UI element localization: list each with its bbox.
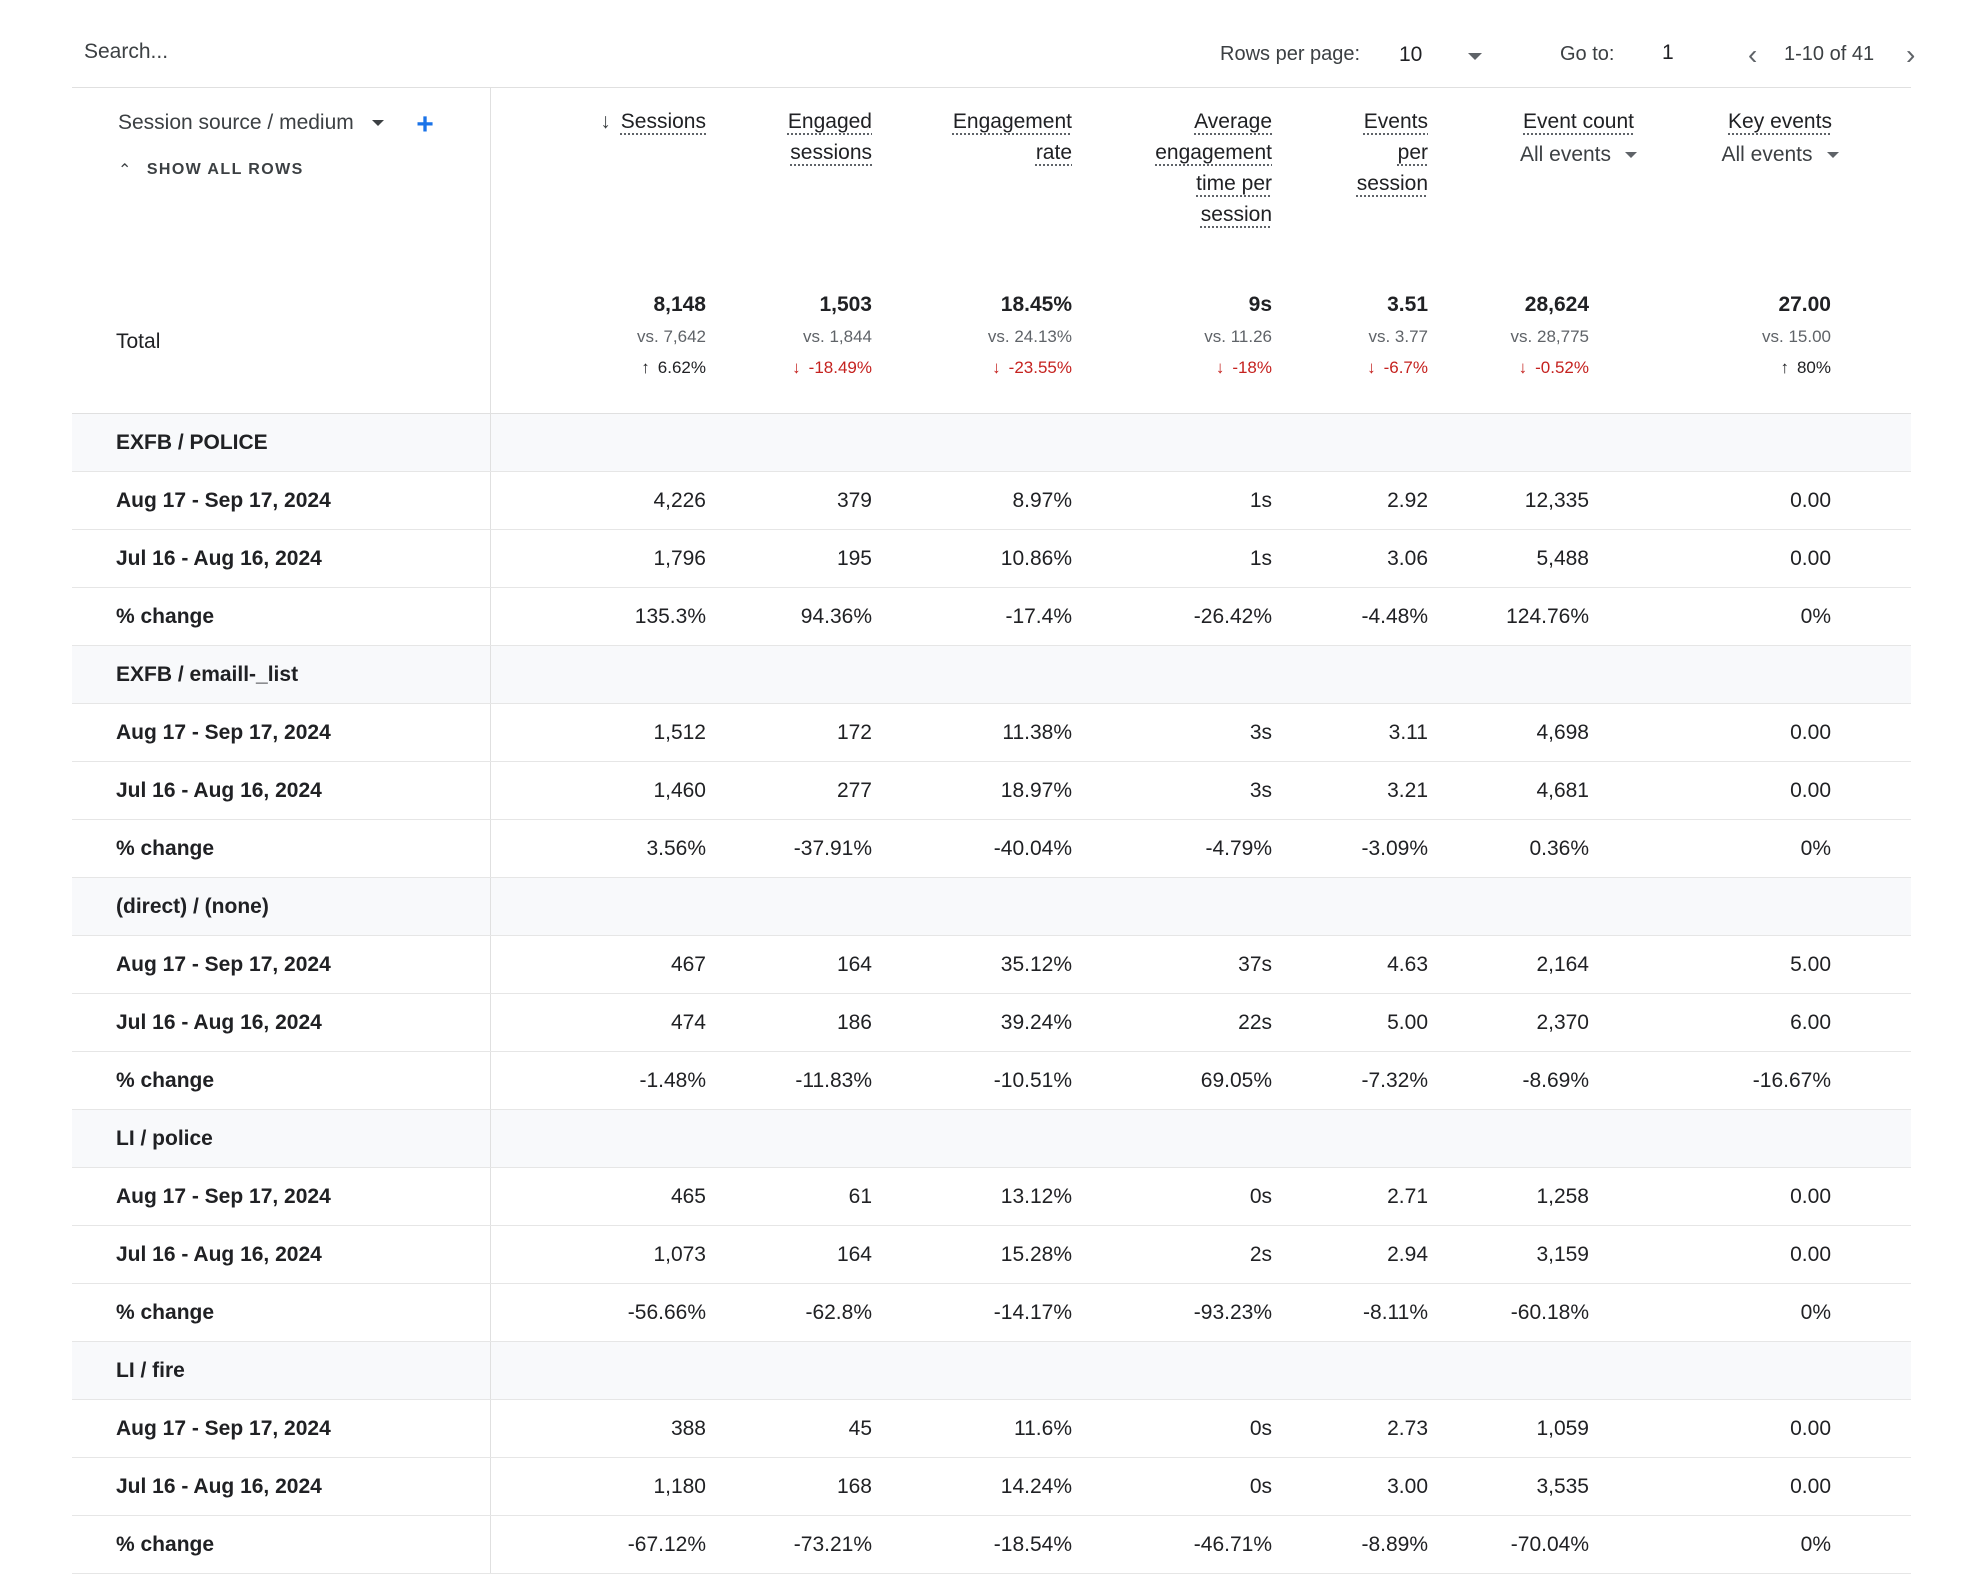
table-cell: 3.06 xyxy=(1272,530,1428,588)
table-cell: 61 xyxy=(706,1168,872,1226)
dimension-select[interactable] xyxy=(118,111,384,135)
table-cell: 1,258 xyxy=(1428,1168,1669,1226)
table-cell: 2s xyxy=(1072,1226,1272,1284)
header-label: Events xyxy=(1363,110,1428,133)
filter-label: All events xyxy=(1519,143,1612,166)
row-label: % change xyxy=(72,1284,490,1342)
table-cell: 3s xyxy=(1072,762,1272,820)
filter-label: All events xyxy=(1721,143,1813,166)
table-cell: 1,460 xyxy=(490,762,706,820)
total-comparison: vs. 11.26 xyxy=(1204,327,1272,346)
arrow-down-icon: ↓ xyxy=(1215,358,1225,377)
table-cell: 4,681 xyxy=(1428,762,1669,820)
row-label: % change xyxy=(72,1052,490,1110)
table-cell: 277 xyxy=(706,762,872,820)
table-cell: 45 xyxy=(706,1400,872,1458)
table-cell: 1s xyxy=(1072,530,1272,588)
table-cell: -8.11% xyxy=(1272,1284,1428,1342)
table-cell: 2.71 xyxy=(1272,1168,1428,1226)
total-change xyxy=(1428,353,1589,383)
row-label: Aug 17 - Sep 17, 2024 xyxy=(72,704,490,762)
table-row[interactable] xyxy=(72,1226,1911,1284)
table-cell: -3.09% xyxy=(1272,820,1428,878)
table-cell: 2,164 xyxy=(1428,936,1669,994)
table-cell: 94.36% xyxy=(706,588,872,646)
arrow-up-icon: ↑ xyxy=(1780,358,1789,377)
total-cell xyxy=(1272,271,1428,414)
table-cell: 168 xyxy=(706,1458,872,1516)
header-label: engagement xyxy=(1155,141,1272,164)
table-cell: 0.00 xyxy=(1669,704,1911,762)
table-cell: 2,370 xyxy=(1428,994,1669,1052)
table-cell: 164 xyxy=(706,1226,872,1284)
table-cell: 69.05% xyxy=(1072,1052,1272,1110)
row-label: Jul 16 - Aug 16, 2024 xyxy=(72,1226,490,1284)
row-label: Aug 17 - Sep 17, 2024 xyxy=(72,1168,490,1226)
table-cell: 465 xyxy=(490,1168,706,1226)
header-label: session xyxy=(1200,203,1272,226)
arrow-down-icon: ↓ xyxy=(1367,358,1376,377)
table-cell: 2.94 xyxy=(1272,1226,1428,1284)
header-label: Engagement xyxy=(952,110,1072,133)
table-cell: 13.12% xyxy=(872,1168,1072,1226)
expand-collapse-icon: ⌃ xyxy=(118,161,133,179)
table-cell: 0% xyxy=(1669,820,1911,878)
table-cell: -4.48% xyxy=(1272,588,1428,646)
chevron-down-icon xyxy=(372,120,384,126)
table-cell: -14.17% xyxy=(872,1284,1072,1342)
table-cell: 5,488 xyxy=(1428,530,1669,588)
header-label: Engaged xyxy=(787,110,872,133)
table-cell: 0s xyxy=(1072,1458,1272,1516)
row-label: Jul 16 - Aug 16, 2024 xyxy=(72,762,490,820)
table-cell: 195 xyxy=(706,530,872,588)
group-row-fill xyxy=(490,878,1911,936)
table-cell: 3.21 xyxy=(1272,762,1428,820)
change-value: -0.52% xyxy=(1535,358,1589,377)
column-header-key-events[interactable] xyxy=(1669,87,1911,271)
table-cell: 1,059 xyxy=(1428,1400,1669,1458)
column-header-events-per-session[interactable] xyxy=(1272,87,1428,271)
table-cell: 12,335 xyxy=(1428,472,1669,530)
group-row[interactable] xyxy=(72,646,1911,704)
table-cell: -60.18% xyxy=(1428,1284,1669,1342)
table-cell: -46.71% xyxy=(1072,1516,1272,1574)
group-row[interactable] xyxy=(72,1110,1911,1168)
header-label: Average xyxy=(1194,110,1272,133)
group-row-fill xyxy=(490,1110,1911,1168)
total-change xyxy=(1669,353,1831,383)
table-cell: -93.23% xyxy=(1072,1284,1272,1342)
total-cell xyxy=(1072,271,1272,414)
table-cell: 1,180 xyxy=(490,1458,706,1516)
table-cell: 0s xyxy=(1072,1400,1272,1458)
chevron-right-icon[interactable]: › xyxy=(1906,39,1916,70)
header-label: per xyxy=(1397,141,1428,164)
row-label: % change xyxy=(72,820,490,878)
group-row[interactable] xyxy=(72,1342,1911,1400)
table-cell: 0% xyxy=(1669,1284,1911,1342)
total-change xyxy=(872,353,1072,383)
search-input[interactable] xyxy=(84,40,504,64)
table-row[interactable] xyxy=(72,588,1911,646)
table-row[interactable] xyxy=(72,762,1911,820)
row-label: Jul 16 - Aug 16, 2024 xyxy=(72,994,490,1052)
total-cell xyxy=(1669,271,1911,414)
table-cell: -4.79% xyxy=(1072,820,1272,878)
table-cell: -11.83% xyxy=(706,1052,872,1110)
arrow-up-icon: ↑ xyxy=(641,358,650,377)
table-cell: -8.69% xyxy=(1428,1052,1669,1110)
table-cell: -7.32% xyxy=(1272,1052,1428,1110)
total-comparison: vs. 1,844 xyxy=(803,327,872,346)
table-cell: 22s xyxy=(1072,994,1272,1052)
total-change xyxy=(491,353,707,383)
column-header-row xyxy=(72,87,1911,271)
chevron-down-icon xyxy=(1625,152,1637,158)
show-all-rows-label: SHOW ALL ROWS xyxy=(146,160,304,178)
column-header-sessions[interactable] xyxy=(490,87,706,271)
group-row-fill xyxy=(490,414,1911,472)
table-row[interactable] xyxy=(72,1168,1911,1226)
key-events-filter-select[interactable] xyxy=(1721,139,1838,170)
header-label: Key events xyxy=(1728,110,1832,133)
table-row[interactable] xyxy=(72,1400,1911,1458)
table-cell: 0s xyxy=(1072,1168,1272,1226)
table-cell: 0.00 xyxy=(1669,1400,1911,1458)
table-cell: 3,159 xyxy=(1428,1226,1669,1284)
total-comparison: vs. 24.13% xyxy=(987,327,1072,346)
total-row xyxy=(72,271,1911,414)
table-cell: -67.12% xyxy=(490,1516,706,1574)
table-cell: 2.92 xyxy=(1272,472,1428,530)
table-cell: 186 xyxy=(706,994,872,1052)
total-comparison: vs. 7,642 xyxy=(637,327,706,346)
table-cell: -16.67% xyxy=(1669,1052,1911,1110)
header-label: Event count xyxy=(1523,110,1634,133)
table-cell: 0% xyxy=(1669,588,1911,646)
table-row[interactable] xyxy=(72,1052,1911,1110)
header-label: Sessions xyxy=(620,110,706,133)
arrow-down-icon: ↓ xyxy=(1518,358,1528,377)
table-cell: -70.04% xyxy=(1428,1516,1669,1574)
table-cell: 4.63 xyxy=(1272,936,1428,994)
total-cell xyxy=(706,271,872,414)
table-cell: 11.38% xyxy=(872,704,1072,762)
table-cell: 1,073 xyxy=(490,1226,706,1284)
table-row[interactable] xyxy=(72,994,1911,1052)
table-row[interactable] xyxy=(72,820,1911,878)
arrow-down-icon: ↓ xyxy=(992,358,1001,377)
total-change xyxy=(706,353,872,383)
total-value: 27.00 xyxy=(1778,293,1831,316)
row-label: Jul 16 - Aug 16, 2024 xyxy=(72,530,490,588)
total-comparison: vs. 28,775 xyxy=(1510,327,1589,346)
row-label: Jul 16 - Aug 16, 2024 xyxy=(72,1458,490,1516)
table-cell: 10.86% xyxy=(872,530,1072,588)
table-cell: 467 xyxy=(490,936,706,994)
table-cell: 4,226 xyxy=(490,472,706,530)
table-cell: 6.00 xyxy=(1669,994,1911,1052)
table-cell: 15.28% xyxy=(872,1226,1072,1284)
total-change xyxy=(1072,353,1272,383)
table-cell: 0.36% xyxy=(1428,820,1669,878)
row-label: % change xyxy=(72,588,490,646)
change-value: -23.55% xyxy=(1008,358,1072,377)
row-label: Aug 17 - Sep 17, 2024 xyxy=(72,472,490,530)
table-cell: -10.51% xyxy=(872,1052,1072,1110)
table-cell: -1.48% xyxy=(490,1052,706,1110)
table-cell: -56.66% xyxy=(490,1284,706,1342)
total-value: 9s xyxy=(1248,293,1272,316)
table-cell: 379 xyxy=(706,472,872,530)
table-cell: 474 xyxy=(490,994,706,1052)
group-name: EXFB / POLICE xyxy=(72,414,490,472)
table-row[interactable] xyxy=(72,1284,1911,1342)
table-cell: 0.00 xyxy=(1669,1168,1911,1226)
table-cell: 3.56% xyxy=(490,820,706,878)
header-label: session xyxy=(1356,172,1428,195)
total-cell xyxy=(1428,271,1669,414)
pagination-range: 1-10 of 41 xyxy=(1784,43,1875,65)
table-cell: 3,535 xyxy=(1428,1458,1669,1516)
table-cell: 35.12% xyxy=(872,936,1072,994)
row-label: Aug 17 - Sep 17, 2024 xyxy=(72,1400,490,1458)
column-header-engagement-rate[interactable] xyxy=(872,87,1072,271)
table-cell: 1,512 xyxy=(490,704,706,762)
total-change xyxy=(1272,353,1428,383)
table-row[interactable] xyxy=(72,1458,1911,1516)
change-value: -18.49% xyxy=(808,358,872,377)
chevron-down-icon[interactable] xyxy=(1468,53,1482,60)
group-row[interactable] xyxy=(72,878,1911,936)
dimension-label: Session source / medium xyxy=(118,111,354,134)
rows-per-page-select[interactable]: 10 xyxy=(1399,43,1423,66)
change-value: -18% xyxy=(1232,358,1272,377)
table-cell: 124.76% xyxy=(1428,588,1669,646)
column-header-avg-engagement-time[interactable] xyxy=(1072,87,1272,271)
group-name: EXFB / emaill-_list xyxy=(72,646,490,704)
goto-page-input[interactable] xyxy=(1662,41,1712,65)
arrow-down-icon: ↓ xyxy=(792,358,801,377)
table-cell: 11.6% xyxy=(872,1400,1072,1458)
change-value: 80% xyxy=(1796,358,1831,377)
chevron-left-icon[interactable]: ‹ xyxy=(1748,39,1758,70)
table-cell: 3.11 xyxy=(1272,704,1428,762)
row-label: Aug 17 - Sep 17, 2024 xyxy=(72,936,490,994)
goto-label: Go to: xyxy=(1560,43,1615,65)
chevron-down-icon xyxy=(1827,152,1839,158)
total-value: 8,148 xyxy=(653,293,706,316)
group-row[interactable] xyxy=(72,414,1911,472)
table-cell: -40.04% xyxy=(872,820,1072,878)
table-cell: 1s xyxy=(1072,472,1272,530)
table-cell: 8.97% xyxy=(872,472,1072,530)
column-header-engaged-sessions[interactable] xyxy=(706,87,872,271)
data-table xyxy=(72,87,1911,1574)
table-row[interactable] xyxy=(72,704,1911,762)
table-toolbar xyxy=(72,0,1916,88)
event-count-filter-select[interactable] xyxy=(1520,139,1637,170)
table-cell: 5.00 xyxy=(1669,936,1911,994)
table-body xyxy=(72,414,1911,1574)
table-cell: 135.3% xyxy=(490,588,706,646)
group-row-fill xyxy=(490,646,1911,704)
table-cell: 0.00 xyxy=(1669,762,1911,820)
table-cell: 388 xyxy=(490,1400,706,1458)
table-cell: 0.00 xyxy=(1669,1458,1911,1516)
group-name: LI / fire xyxy=(72,1342,490,1400)
rows-per-page-label: Rows per page: xyxy=(1220,43,1361,65)
table-row[interactable] xyxy=(72,1516,1911,1574)
total-value: 18.45% xyxy=(1000,293,1072,316)
table-cell: 14.24% xyxy=(872,1458,1072,1516)
row-label: % change xyxy=(72,1516,490,1574)
table-cell: 164 xyxy=(706,936,872,994)
column-header-event-count[interactable] xyxy=(1428,87,1669,271)
table-cell: 39.24% xyxy=(872,994,1072,1052)
show-all-rows-button[interactable] xyxy=(118,160,490,180)
table-cell: -73.21% xyxy=(706,1516,872,1574)
total-cell xyxy=(490,271,706,414)
table-cell: 3.00 xyxy=(1272,1458,1428,1516)
dimension-header xyxy=(72,87,490,271)
table-row[interactable] xyxy=(72,530,1911,588)
total-comparison: vs. 15.00 xyxy=(1762,327,1831,346)
table-row[interactable] xyxy=(72,472,1911,530)
table-cell: 0.00 xyxy=(1669,530,1911,588)
total-cell xyxy=(872,271,1072,414)
table-cell: 18.97% xyxy=(872,762,1072,820)
total-value: 28,624 xyxy=(1524,293,1589,316)
group-row-fill xyxy=(490,1342,1911,1400)
group-name: (direct) / (none) xyxy=(72,878,490,936)
header-label: rate xyxy=(1035,141,1072,164)
total-label: Total xyxy=(72,271,490,414)
table-cell: -18.54% xyxy=(872,1516,1072,1574)
total-value: 3.51 xyxy=(1387,293,1428,316)
table-cell: 0.00 xyxy=(1669,1226,1911,1284)
table-cell: 5.00 xyxy=(1272,994,1428,1052)
table-cell: -37.91% xyxy=(706,820,872,878)
table-row[interactable] xyxy=(72,936,1911,994)
total-comparison: vs. 3.77 xyxy=(1368,327,1428,346)
group-name: LI / police xyxy=(72,1110,490,1168)
table-cell: -62.8% xyxy=(706,1284,872,1342)
total-value: 1,503 xyxy=(819,293,872,316)
table-cell: 0.00 xyxy=(1669,472,1911,530)
table-cell: -8.89% xyxy=(1272,1516,1428,1574)
table-cell: 4,698 xyxy=(1428,704,1669,762)
table-cell: 2.73 xyxy=(1272,1400,1428,1458)
table-cell: 3s xyxy=(1072,704,1272,762)
header-label: time per xyxy=(1196,172,1272,195)
table-cell: 172 xyxy=(706,704,872,762)
table-cell: 0% xyxy=(1669,1516,1911,1574)
table-cell: 37s xyxy=(1072,936,1272,994)
table-cell: -17.4% xyxy=(872,588,1072,646)
add-dimension-button[interactable]: + xyxy=(416,107,434,141)
change-value: -6.7% xyxy=(1383,358,1428,377)
header-label: sessions xyxy=(790,141,872,164)
change-value: 6.62% xyxy=(657,358,706,377)
table-cell: -26.42% xyxy=(1072,588,1272,646)
sort-down-arrow-icon[interactable]: ↓ xyxy=(600,110,611,133)
table-cell: 1,796 xyxy=(490,530,706,588)
